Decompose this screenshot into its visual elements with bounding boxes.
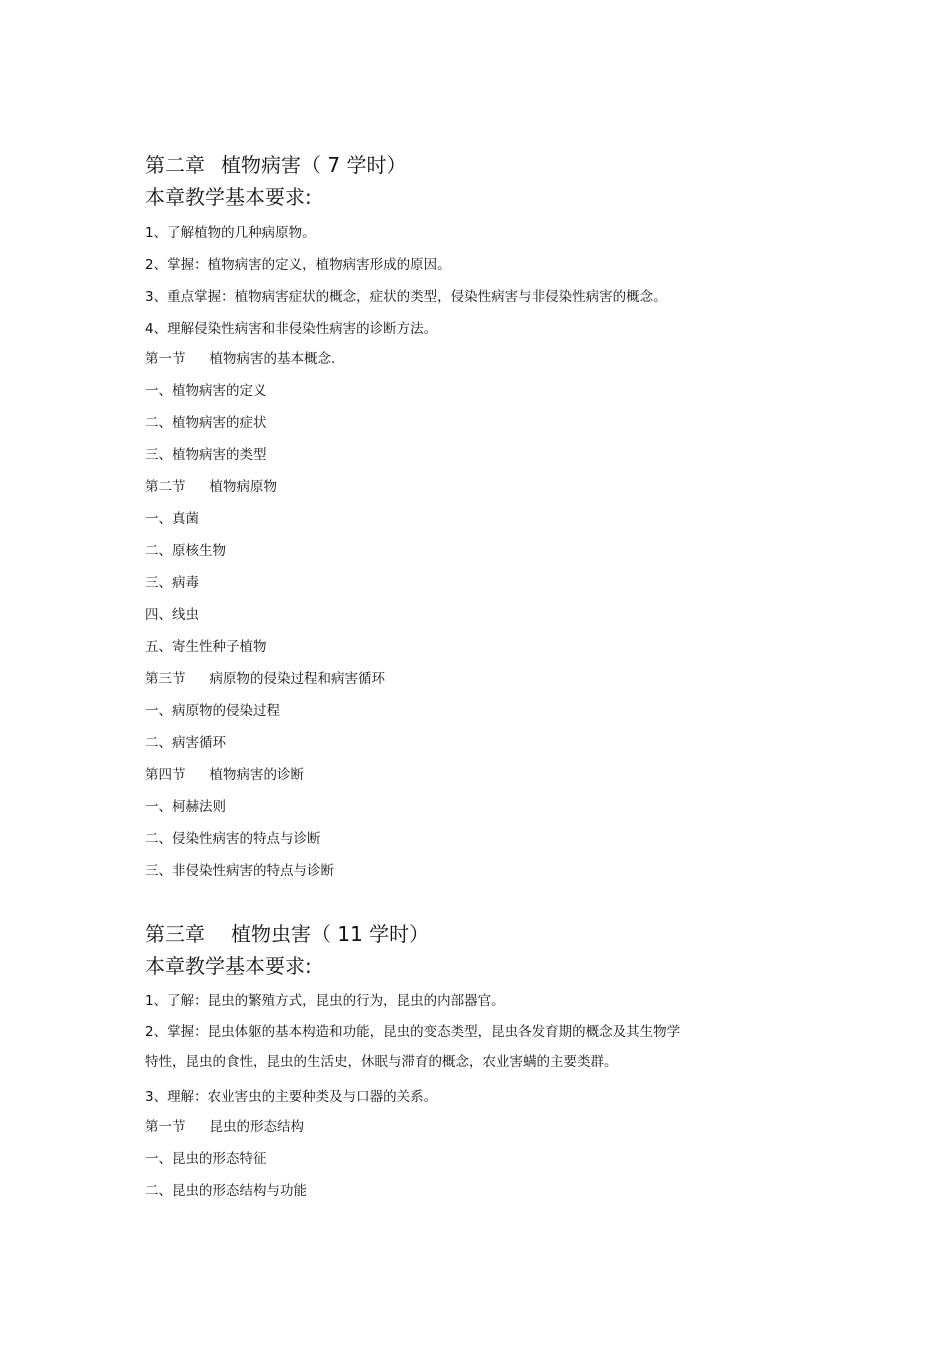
list-item: 一、植物病害的定义 <box>145 383 267 399</box>
chapter2-requirement: 4、理解侵染性病害和非侵染性病害的诊断方法。 <box>145 321 438 337</box>
list-item: 一、病原物的侵染过程 <box>145 703 280 719</box>
section-heading <box>145 1121 304 1135</box>
section-label: 第一节 <box>145 351 186 367</box>
list-item: 一、柯赫法则 <box>145 799 226 815</box>
section-label: 第四节 <box>145 767 186 783</box>
section-heading <box>145 353 335 367</box>
list-item: 五、寄生性种子植物 <box>145 639 267 655</box>
chapter3-requirement: 特性，昆虫的食性，昆虫的生活史，休眠与滞育的概念，农业害螨的主要类群。 <box>145 1054 618 1070</box>
section-title: 昆虫的形态结构 <box>209 1119 304 1135</box>
chapter3-title: 植物虫害（ 11 学时） <box>231 922 430 946</box>
section-heading <box>145 769 304 783</box>
list-item: 二、植物病害的症状 <box>145 415 267 431</box>
list-item: 一、真菌 <box>145 511 199 527</box>
chapter3-heading <box>145 924 429 944</box>
chapter3-requirement: 1、了解：昆虫的繁殖方式，昆虫的行为，昆虫的内部器官。 <box>145 993 505 1009</box>
chapter2-label: 第二章 <box>145 153 205 177</box>
chapter2-heading <box>145 155 406 175</box>
list-item: 二、原核生物 <box>145 543 226 559</box>
chapter2-title: 植物病害（ 7 学时） <box>221 153 407 177</box>
section-title: 植物病原物 <box>209 479 277 495</box>
section-label: 第一节 <box>145 1119 186 1135</box>
chapter3-requirement: 2、掌握：昆虫体躯的基本构造和功能，昆虫的变态类型，昆虫各发育期的概念及其生物学 <box>145 1024 681 1040</box>
chapter3-label: 第三章 <box>145 922 205 946</box>
list-item: 二、侵染性病害的特点与诊断 <box>145 831 321 847</box>
section-title: 植物病害的基本概念. <box>209 351 336 367</box>
section-title: 植物病害的诊断 <box>209 767 304 783</box>
list-item: 二、病害循环 <box>145 735 226 751</box>
chapter3-requirement: 3、理解：农业害虫的主要种类及与口器的关系。 <box>145 1089 438 1105</box>
chapter2-requirements-heading: 本章教学基本要求: <box>145 185 312 209</box>
chapter3-requirements-heading: 本章教学基本要求: <box>145 954 312 978</box>
list-item: 三、病毒 <box>145 575 199 591</box>
list-item: 一、昆虫的形态特征 <box>145 1151 267 1167</box>
chapter2-requirement: 2、掌握：植物病害的定义，植物病害形成的原因。 <box>145 257 451 273</box>
list-item: 四、线虫 <box>145 607 199 623</box>
chapter2-requirement: 3、重点掌握：植物病害症状的概念，症状的类型，侵染性病害与非侵染性病害的概念。 <box>145 289 667 305</box>
section-heading <box>145 481 277 495</box>
list-item: 二、昆虫的形态结构与功能 <box>145 1183 307 1199</box>
list-item: 三、植物病害的类型 <box>145 447 267 463</box>
list-item: 三、非侵染性病害的特点与诊断 <box>145 863 334 879</box>
section-title: 病原物的侵染过程和病害循环 <box>209 671 385 687</box>
section-heading <box>145 673 385 687</box>
section-label: 第二节 <box>145 479 186 495</box>
section-label: 第三节 <box>145 671 186 687</box>
chapter2-requirement: 1、了解植物的几种病原物。 <box>145 225 316 241</box>
